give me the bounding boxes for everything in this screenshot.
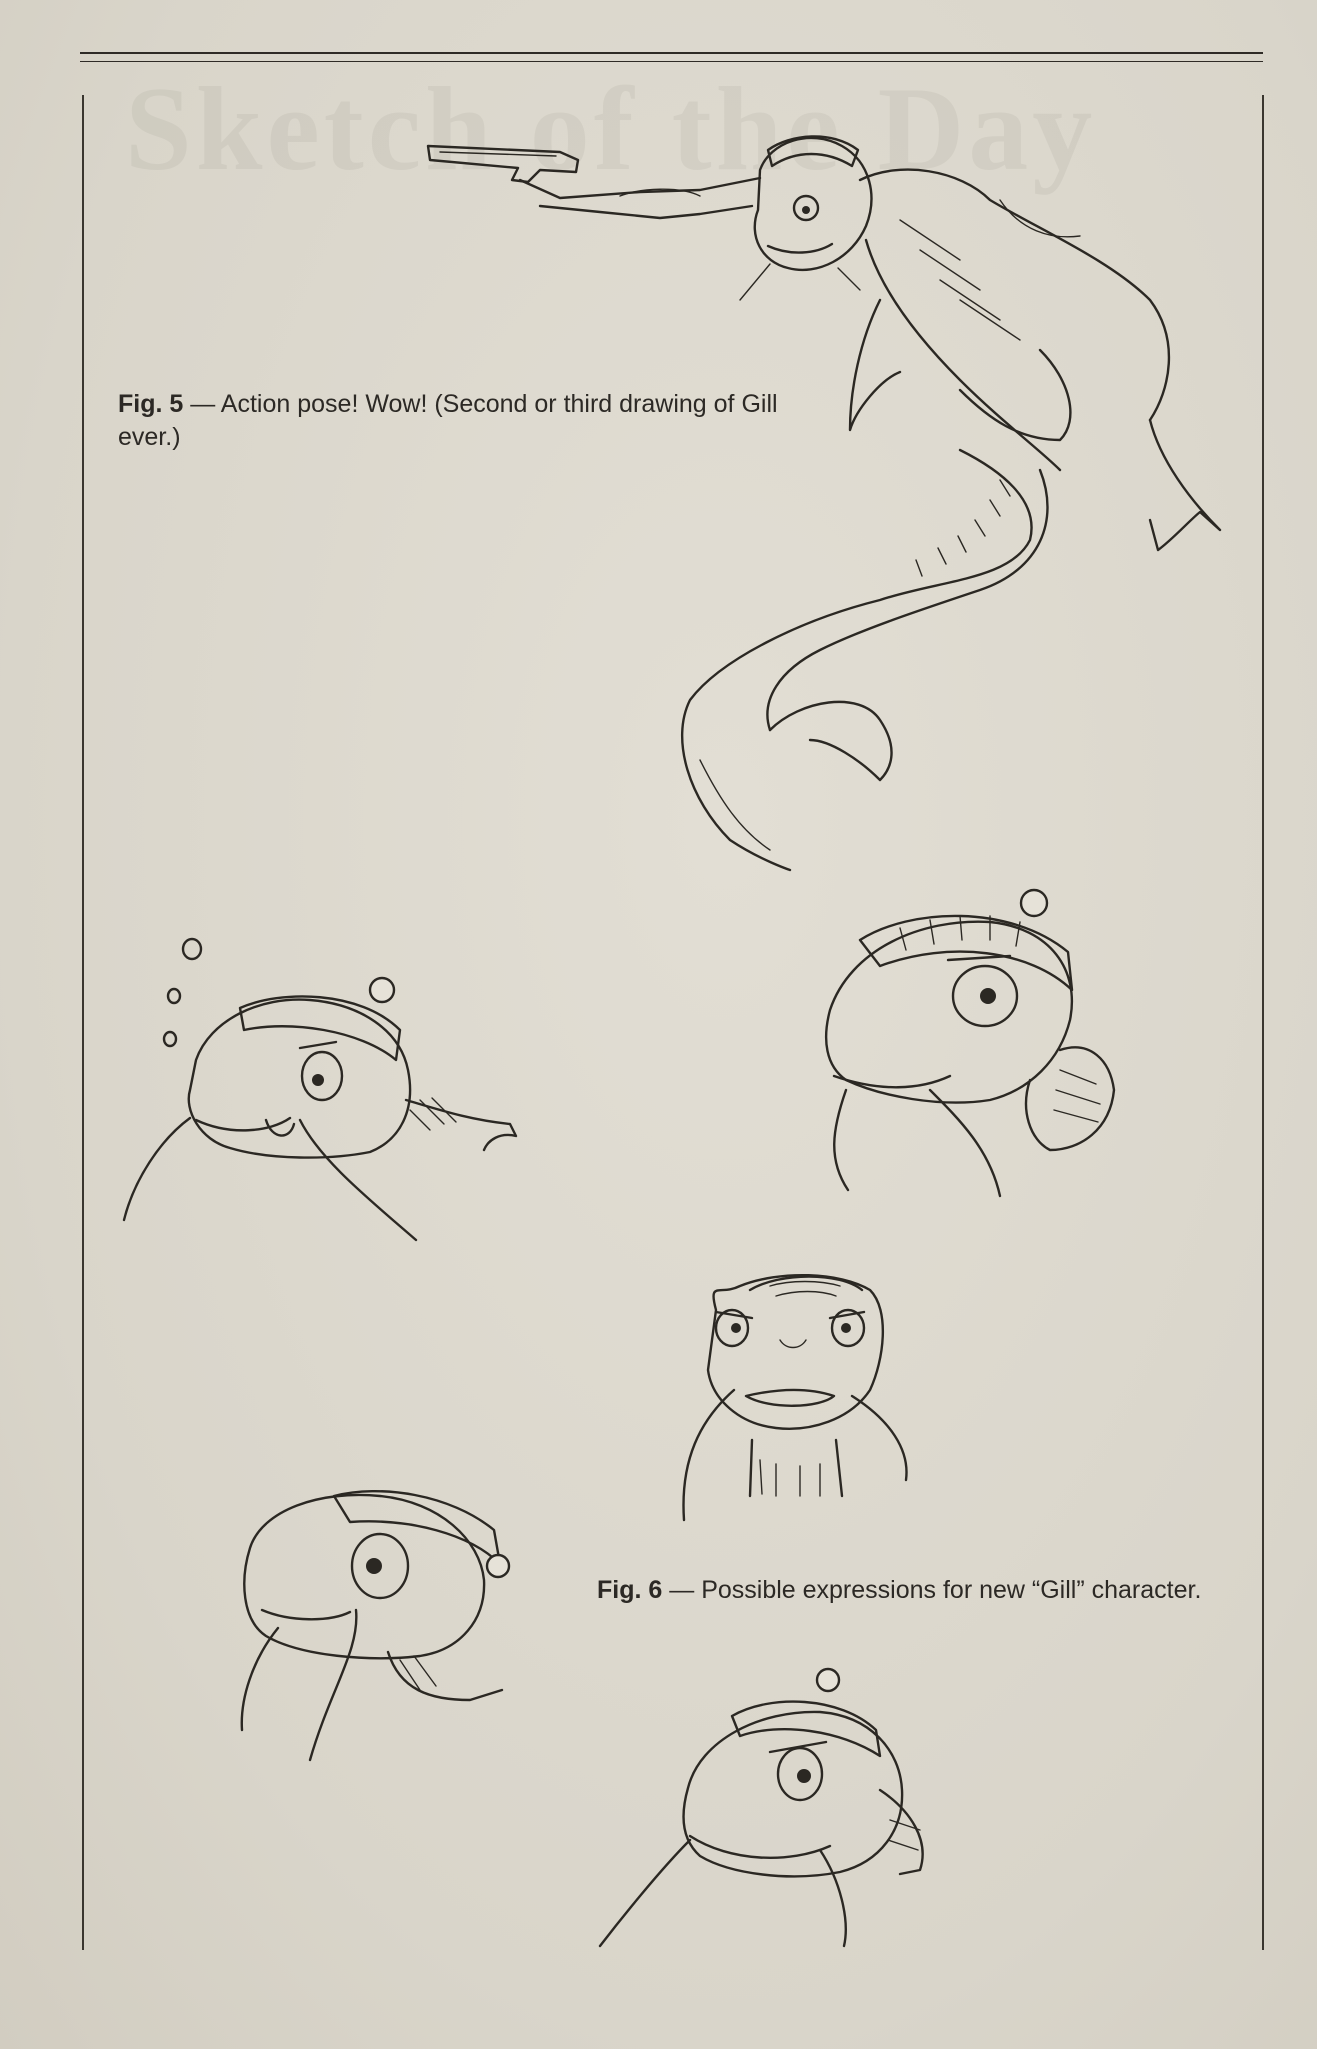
fig5-text: — Action pose! Wow! (Second or third drawing of Gill ever.) — [118, 390, 778, 451]
fig6-label: Fig. 6 — [597, 1576, 663, 1604]
fig6-text: — Possible expressions for new “Gill” character. — [662, 1576, 1202, 1604]
gill-action-pose-sketch — [428, 136, 1220, 870]
fig6-caption — [597, 1574, 1257, 1607]
gill-head-wide-eyed-sketch — [826, 890, 1114, 1196]
gill-head-frowning-sketch — [683, 1275, 906, 1520]
gill-head-surprised-sketch — [242, 1491, 509, 1760]
fig5-caption — [118, 388, 778, 454]
gill-head-grinning-sketch — [600, 1669, 923, 1946]
air-bubbles — [164, 939, 201, 1046]
fig5-label: Fig. 5 — [118, 390, 184, 418]
gill-head-worried-sketch — [124, 978, 516, 1240]
show-through-heading: Sketch of the Day — [125, 62, 1097, 195]
